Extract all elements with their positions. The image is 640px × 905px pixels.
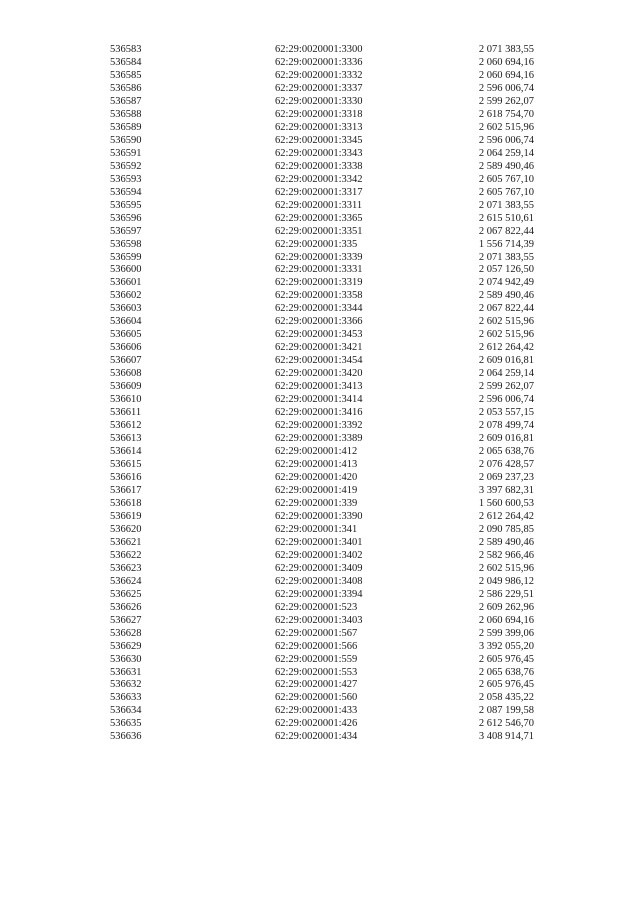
table-row [110, 628, 540, 641]
record-number-cell: 536613 [110, 433, 142, 445]
record-number-cell: 536599 [110, 251, 142, 263]
cadastral-number-cell: 62:29:0020001:335 [275, 238, 358, 250]
cadastral-number-cell: 62:29:0020001:3358 [275, 290, 363, 302]
table-row [110, 316, 540, 329]
cadastral-value-cell: 2 596 006,74 [478, 82, 534, 94]
record-number-cell: 536583 [110, 44, 142, 55]
cadastral-number-cell: 62:29:0020001:3409 [275, 562, 363, 574]
table-row [110, 705, 540, 718]
record-number-cell: 536631 [110, 666, 142, 678]
record-number-cell: 536620 [110, 523, 142, 535]
table-row [110, 277, 540, 290]
cadastral-value-cell: 3 408 914,71 [478, 731, 534, 743]
cadastral-value-cell: 2 071 383,55 [478, 251, 534, 263]
cadastral-value-cell: 2 078 499,74 [478, 420, 534, 432]
cadastral-value-cell: 2 596 006,74 [478, 394, 534, 406]
record-number-cell: 536606 [110, 342, 142, 354]
record-number-cell: 536595 [110, 199, 142, 211]
cadastral-number-cell: 62:29:0020001:3402 [275, 549, 363, 561]
table-row [110, 226, 540, 239]
cadastral-value-cell: 2 609 016,81 [478, 355, 534, 367]
table-row [110, 303, 540, 316]
record-number-cell: 536587 [110, 95, 142, 107]
cadastral-number-cell: 62:29:0020001:3319 [275, 277, 363, 289]
cadastral-value-cell: 2 065 638,76 [478, 446, 534, 458]
cadastral-number-cell: 62:29:0020001:3313 [275, 121, 363, 133]
table-row [110, 70, 540, 83]
cadastral-value-cell: 2 609 262,96 [478, 601, 534, 613]
cadastral-value-cell: 1 556 714,39 [478, 238, 534, 250]
cadastral-value-cell: 2 589 490,46 [478, 290, 534, 302]
cadastral-number-cell: 62:29:0020001:3332 [275, 69, 363, 81]
cadastral-value-cell: 2 602 515,96 [478, 329, 534, 341]
table-row [110, 161, 540, 174]
cadastral-number-cell: 62:29:0020001:3401 [275, 536, 363, 548]
cadastral-number-cell: 62:29:0020001:427 [275, 679, 358, 691]
cadastral-number-cell: 62:29:0020001:3342 [275, 173, 363, 185]
table-row [110, 667, 540, 680]
table-row [110, 213, 540, 226]
record-number-cell: 536591 [110, 147, 142, 159]
cadastral-value-cell: 2 069 237,23 [478, 471, 534, 483]
record-number-cell: 536594 [110, 186, 142, 198]
record-number-cell: 536603 [110, 303, 142, 315]
record-number-cell: 536628 [110, 627, 142, 639]
cadastral-value-cell: 2 589 490,46 [478, 160, 534, 172]
cadastral-number-cell: 62:29:0020001:3337 [275, 82, 363, 94]
table-row [110, 679, 540, 692]
records-table [110, 44, 540, 744]
cadastral-number-cell: 62:29:0020001:3339 [275, 251, 363, 263]
cadastral-value-cell: 2 618 754,70 [478, 108, 534, 120]
table-row [110, 368, 540, 381]
cadastral-number-cell: 62:29:0020001:3344 [275, 303, 363, 315]
table-row [110, 135, 540, 148]
cadastral-value-cell: 2 599 262,07 [478, 381, 534, 393]
cadastral-number-cell: 62:29:0020001:3394 [275, 588, 363, 600]
cadastral-number-cell: 62:29:0020001:3414 [275, 394, 363, 406]
record-number-cell: 536611 [110, 407, 142, 419]
cadastral-number-cell: 62:29:0020001:560 [275, 692, 358, 704]
table-row [110, 355, 540, 368]
record-number-cell: 536627 [110, 614, 142, 626]
cadastral-number-cell: 62:29:0020001:3311 [275, 199, 363, 211]
table-row [110, 252, 540, 265]
record-number-cell: 536609 [110, 381, 142, 393]
table-row [110, 576, 540, 589]
record-number-cell: 536585 [110, 69, 142, 81]
record-number-cell: 536622 [110, 549, 142, 561]
record-number-cell: 536623 [110, 562, 142, 574]
cadastral-value-cell: 2 605 767,10 [478, 173, 534, 185]
cadastral-number-cell: 62:29:0020001:567 [275, 627, 358, 639]
table-row [110, 239, 540, 252]
record-number-cell: 536601 [110, 277, 142, 289]
cadastral-number-cell: 62:29:0020001:3343 [275, 147, 363, 159]
record-number-cell: 536629 [110, 640, 142, 652]
table-row [110, 420, 540, 433]
cadastral-number-cell: 62:29:0020001:419 [275, 484, 358, 496]
cadastral-number-cell: 62:29:0020001:3345 [275, 134, 363, 146]
record-number-cell: 536592 [110, 160, 142, 172]
cadastral-number-cell: 62:29:0020001:3390 [275, 510, 363, 522]
table-row [110, 200, 540, 213]
table-row [110, 537, 540, 550]
cadastral-value-cell: 2 074 942,49 [478, 277, 534, 289]
cadastral-value-cell: 2 053 557,15 [478, 407, 534, 419]
cadastral-value-cell: 2 599 262,07 [478, 95, 534, 107]
table-row [110, 654, 540, 667]
cadastral-number-cell: 62:29:0020001:3454 [275, 355, 363, 367]
record-number-cell: 536636 [110, 731, 142, 743]
cadastral-number-cell: 62:29:0020001:3403 [275, 614, 363, 626]
record-number-cell: 536584 [110, 56, 142, 68]
cadastral-number-cell: 62:29:0020001:3421 [275, 342, 363, 354]
cadastral-number-cell: 62:29:0020001:3416 [275, 407, 363, 419]
record-number-cell: 536633 [110, 692, 142, 704]
cadastral-number-cell: 62:29:0020001:413 [275, 459, 358, 470]
record-number-cell: 536612 [110, 420, 142, 432]
table-row [110, 485, 540, 498]
record-number-cell: 536605 [110, 329, 142, 341]
record-number-cell: 536604 [110, 316, 142, 328]
table-row [110, 122, 540, 135]
record-number-cell: 536608 [110, 368, 142, 380]
cadastral-number-cell: 62:29:0020001:523 [275, 601, 358, 613]
cadastral-value-cell: 2 076 428,57 [478, 459, 534, 470]
cadastral-value-cell: 2 605 767,10 [478, 186, 534, 198]
record-number-cell: 536596 [110, 212, 142, 224]
cadastral-value-cell: 2 586 229,51 [478, 588, 534, 600]
cadastral-value-cell: 2 060 694,16 [478, 56, 534, 68]
cadastral-number-cell: 62:29:0020001:3413 [275, 381, 363, 393]
cadastral-value-cell: 2 064 259,14 [478, 147, 534, 159]
table-row [110, 511, 540, 524]
cadastral-value-cell: 2 599 399,06 [478, 627, 534, 639]
cadastral-number-cell: 62:29:0020001:3351 [275, 225, 363, 237]
cadastral-value-cell: 2 087 199,58 [478, 705, 534, 717]
table-row [110, 602, 540, 615]
table-row [110, 563, 540, 576]
cadastral-number-cell: 62:29:0020001:3365 [275, 212, 363, 224]
record-number-cell: 536589 [110, 121, 142, 133]
cadastral-value-cell: 2 609 016,81 [478, 433, 534, 445]
cadastral-value-cell: 3 397 682,31 [478, 484, 534, 496]
cadastral-number-cell: 62:29:0020001:339 [275, 497, 358, 509]
record-number-cell: 536626 [110, 601, 142, 613]
cadastral-number-cell: 62:29:0020001:566 [275, 640, 358, 652]
table-row [110, 731, 540, 744]
cadastral-value-cell: 2 060 694,16 [478, 614, 534, 626]
table-row [110, 524, 540, 537]
cadastral-number-cell: 62:29:0020001:420 [275, 471, 358, 483]
record-number-cell: 536624 [110, 575, 142, 587]
table-row [110, 692, 540, 705]
cadastral-value-cell: 2 602 515,96 [478, 121, 534, 133]
cadastral-number-cell: 62:29:0020001:434 [275, 731, 358, 743]
table-row [110, 446, 540, 459]
record-number-cell: 536614 [110, 446, 142, 458]
cadastral-number-cell: 62:29:0020001:341 [275, 523, 358, 535]
cadastral-value-cell: 2 058 435,22 [478, 692, 534, 704]
record-number-cell: 536593 [110, 173, 142, 185]
cadastral-number-cell: 62:29:0020001:3366 [275, 316, 363, 328]
cadastral-number-cell: 62:29:0020001:3408 [275, 575, 363, 587]
record-number-cell: 536619 [110, 510, 142, 522]
table-row [110, 550, 540, 563]
record-number-cell: 536598 [110, 238, 142, 250]
record-number-cell: 536621 [110, 536, 142, 548]
table-row [110, 459, 540, 472]
cadastral-number-cell: 62:29:0020001:3338 [275, 160, 363, 172]
cadastral-number-cell: 62:29:0020001:3330 [275, 95, 363, 107]
cadastral-number-cell: 62:29:0020001:553 [275, 666, 358, 678]
cadastral-value-cell: 2 589 490,46 [478, 536, 534, 548]
cadastral-value-cell: 2 615 510,61 [478, 212, 534, 224]
cadastral-value-cell: 1 560 600,53 [478, 497, 534, 509]
cadastral-value-cell: 2 605 976,45 [478, 653, 534, 665]
cadastral-value-cell: 3 392 055,20 [478, 640, 534, 652]
table-row [110, 329, 540, 342]
record-number-cell: 536615 [110, 459, 142, 470]
table-row [110, 174, 540, 187]
cadastral-value-cell: 2 065 638,76 [478, 666, 534, 678]
cadastral-number-cell: 62:29:0020001:426 [275, 718, 358, 730]
cadastral-value-cell: 2 049 986,12 [478, 575, 534, 587]
table-row [110, 264, 540, 277]
cadastral-value-cell: 2 596 006,74 [478, 134, 534, 146]
table-row [110, 109, 540, 122]
cadastral-number-cell: 62:29:0020001:3317 [275, 186, 363, 198]
table-row [110, 290, 540, 303]
table-row [110, 83, 540, 96]
cadastral-value-cell: 2 060 694,16 [478, 69, 534, 81]
record-number-cell: 536632 [110, 679, 142, 691]
cadastral-number-cell: 62:29:0020001:412 [275, 446, 358, 458]
cadastral-value-cell: 2 612 264,42 [478, 510, 534, 522]
cadastral-number-cell: 62:29:0020001:3300 [275, 44, 363, 55]
record-number-cell: 536600 [110, 264, 142, 276]
record-number-cell: 536625 [110, 588, 142, 600]
cadastral-number-cell: 62:29:0020001:3453 [275, 329, 363, 341]
table-row [110, 472, 540, 485]
record-number-cell: 536617 [110, 484, 142, 496]
table-row [110, 718, 540, 731]
cadastral-number-cell: 62:29:0020001:559 [275, 653, 358, 665]
record-number-cell: 536597 [110, 225, 142, 237]
cadastral-value-cell: 2 605 976,45 [478, 679, 534, 691]
cadastral-value-cell: 2 602 515,96 [478, 562, 534, 574]
cadastral-value-cell: 2 602 515,96 [478, 316, 534, 328]
table-row [110, 589, 540, 602]
table-row [110, 407, 540, 420]
cadastral-value-cell: 2 090 785,85 [478, 523, 534, 535]
table-row [110, 381, 540, 394]
record-number-cell: 536602 [110, 290, 142, 302]
cadastral-number-cell: 62:29:0020001:3318 [275, 108, 363, 120]
cadastral-value-cell: 2 582 966,46 [478, 549, 534, 561]
cadastral-value-cell: 2 067 822,44 [478, 225, 534, 237]
cadastral-value-cell: 2 067 822,44 [478, 303, 534, 315]
cadastral-value-cell: 2 612 264,42 [478, 342, 534, 354]
cadastral-number-cell: 62:29:0020001:433 [275, 705, 358, 717]
table-row [110, 394, 540, 407]
record-number-cell: 536590 [110, 134, 142, 146]
cadastral-value-cell: 2 612 546,70 [478, 718, 534, 730]
record-number-cell: 536634 [110, 705, 142, 717]
record-number-cell: 536616 [110, 471, 142, 483]
record-number-cell: 536630 [110, 653, 142, 665]
cadastral-value-cell: 2 071 383,55 [478, 44, 534, 55]
table-row [110, 615, 540, 628]
cadastral-number-cell: 62:29:0020001:3389 [275, 433, 363, 445]
table-row [110, 342, 540, 355]
cadastral-value-cell: 2 057 126,50 [478, 264, 534, 276]
table-row [110, 433, 540, 446]
record-number-cell: 536588 [110, 108, 142, 120]
cadastral-value-cell: 2 064 259,14 [478, 368, 534, 380]
cadastral-number-cell: 62:29:0020001:3331 [275, 264, 363, 276]
cadastral-number-cell: 62:29:0020001:3420 [275, 368, 363, 380]
table-row [110, 96, 540, 109]
cadastral-value-cell: 2 071 383,55 [478, 199, 534, 211]
table-row [110, 187, 540, 200]
record-number-cell: 536635 [110, 718, 142, 730]
cadastral-number-cell: 62:29:0020001:3336 [275, 56, 363, 68]
table-row [110, 44, 540, 57]
table-row [110, 57, 540, 70]
cadastral-number-cell: 62:29:0020001:3392 [275, 420, 363, 432]
record-number-cell: 536607 [110, 355, 142, 367]
table-row [110, 498, 540, 511]
record-number-cell: 536610 [110, 394, 142, 406]
table-row [110, 148, 540, 161]
record-number-cell: 536618 [110, 497, 142, 509]
record-number-cell: 536586 [110, 82, 142, 94]
table-row [110, 641, 540, 654]
